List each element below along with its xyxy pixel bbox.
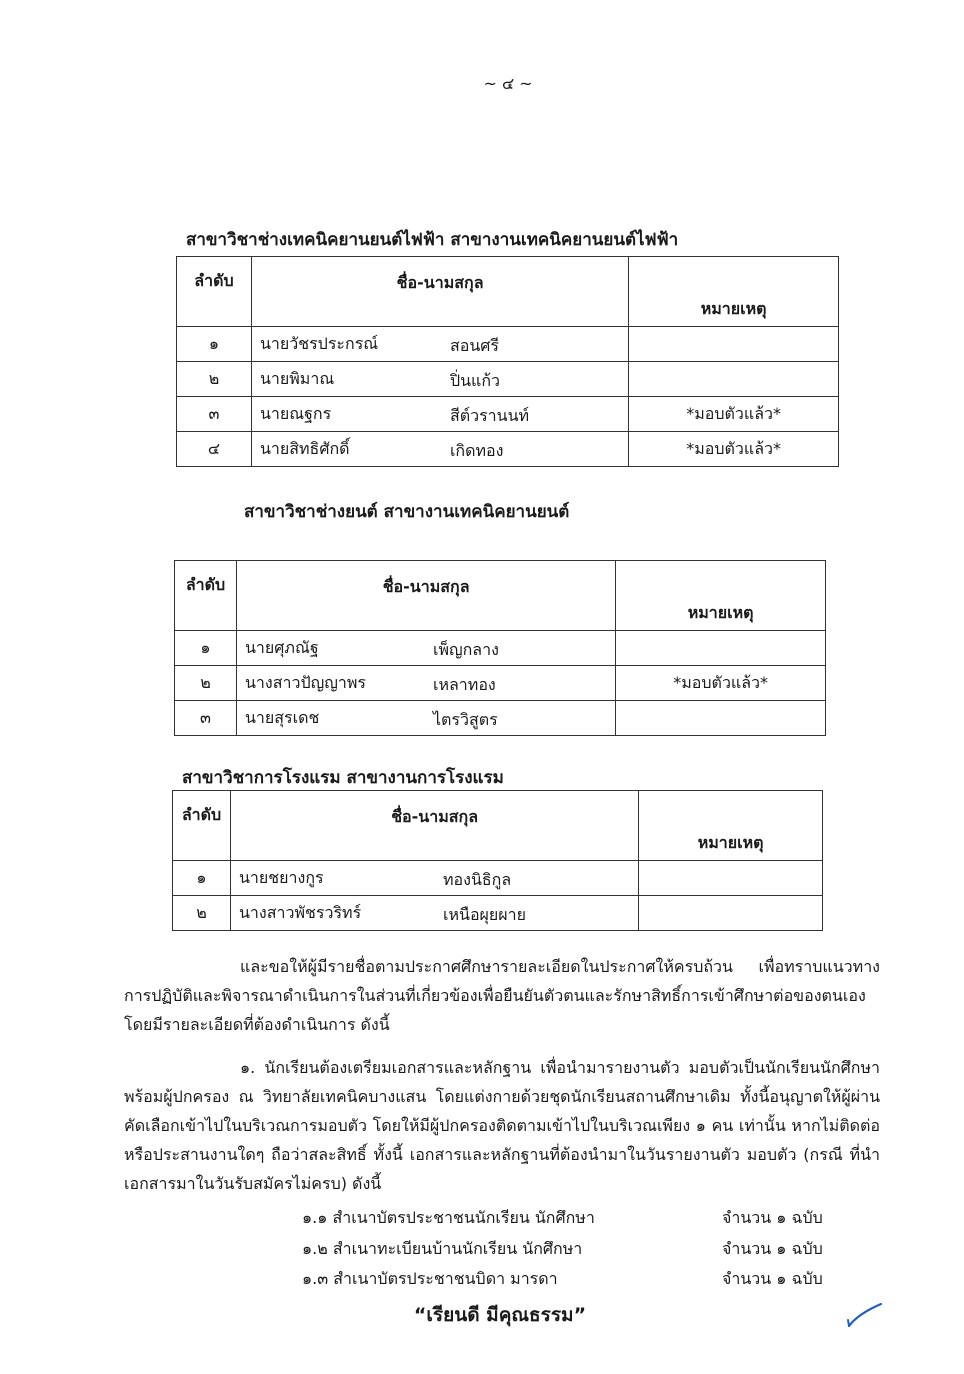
remark-cell: *มอบตัวแล้ว* [616,666,826,701]
instruction-paragraph [124,952,880,1039]
row-number: ๓ [177,397,252,432]
remark-cell: *มอบตัวแล้ว* [629,397,839,432]
document-item-label: ๑.๒ สำเนาทะเบียนบ้านนักเรียน นักศึกษา [302,1239,583,1258]
section-title-hotel: สาขาวิชาการโรงแรม สาขางานการโรงแรม [182,768,504,788]
student-name-cell [251,397,628,432]
table-row [173,896,823,931]
first-name: นางสาวปัญญาพร [244,672,366,692]
table-row [175,631,826,666]
first-name: นายพิมาณ [259,368,335,388]
document-item-label: ๑.๑ สำเนาบัตรประชาชนนักเรียน นักศึกษา [302,1208,595,1227]
student-name-cell [236,701,615,736]
table-row [175,701,826,736]
document-item-qty: จำนวน ๑ ฉบับ [722,1269,823,1288]
table-header-row [177,257,839,327]
header-name: ชื่อ-นามสกุล [236,561,615,631]
table-row [175,666,826,701]
roster-table-hotel [172,790,823,931]
last-name: ไตรวิสูตร [432,710,498,729]
header-order: ลำดับ [173,791,231,861]
page-number: ~ ๔ ~ [483,74,533,93]
table-row [177,327,839,362]
student-name-cell [251,362,628,397]
student-name-cell [251,327,628,362]
header-order: ลำดับ [177,257,252,327]
row-number: ๔ [177,432,252,467]
table-header-row [175,561,826,631]
remark-cell [616,631,826,666]
row-number: ๒ [173,896,231,931]
header-remark: หมายเหตุ [616,561,826,631]
school-motto: “เรียนดี มีคุณธรรม” [413,1304,587,1326]
section-title-ev-tech: สาขาวิชาช่างเทคนิคยานยนต์ไฟฟ้า สาขางานเทคนิคยานยนต์ไฟฟ้า [186,230,679,250]
row-number: ๓ [175,701,237,736]
last-name: ปิ่นแก้ว [449,371,501,390]
row-number: ๑ [175,631,237,666]
remark-cell [639,896,823,931]
header-name: ชื่อ-นามสกุล [251,257,628,327]
first-name: นายณฐกร [259,403,332,423]
document-item-qty: จำนวน ๑ ฉบับ [722,1239,823,1258]
remark-cell [639,861,823,896]
student-name-cell [236,666,615,701]
first-name: นายสิทธิศักดิ์ [259,438,350,458]
student-name-cell [236,631,615,666]
document-item-qty: จำนวน ๑ ฉบับ [722,1208,823,1227]
signature-mark-icon [845,1300,885,1332]
last-name: สีต์วรานนท์ [449,406,530,425]
header-remark: หมายเหตุ [639,791,823,861]
row-number: ๑ [177,327,252,362]
header-order: ลำดับ [175,561,237,631]
header-name: ชื่อ-นามสกุล [230,791,638,861]
requirement-paragraph [124,1053,880,1198]
table-row [177,362,839,397]
student-name-cell [230,861,638,896]
row-number: ๒ [175,666,237,701]
last-name: เกิดทอง [449,441,504,460]
section-title-auto-tech: สาขาวิชาช่างยนต์ สาขางานเทคนิคยานยนต์ [244,502,570,522]
document-item-label: ๑.๓ สำเนาบัตรประชาชนบิดา มารดา [302,1269,558,1288]
table-header-row [173,791,823,861]
table-row [177,397,839,432]
first-name: นายชยางกูร [238,867,324,887]
last-name: เหลาทอง [432,675,496,694]
paragraph-text: และขอให้ผู้มีรายชื่อตามประกาศศึกษารายละเอียดในประกาศให้ครบถ้วน เพื่อทราบแนวทางการปฏิบัติและพิจารณาดำเนินการในส่วนที่เกี่ยวข้องเพื่อยืนยันตัวตนและรักษาสิทธิ์การเข้าศึกษาต่อของตนเองโดยมีรายละเอียดที่ต้องดำเนินการ ดังนี้ [124,957,880,1034]
first-name: นายวัชรประกรณ์ [259,333,379,353]
first-name: นางสาวพัชรวริทร์ [238,902,362,922]
last-name: เหนือผุยผาย [442,905,527,924]
row-number: ๒ [177,362,252,397]
row-number: ๑ [173,861,231,896]
last-name: ทองนิธิกูล [442,870,512,889]
last-name: เพ็ญกลาง [432,640,499,659]
remark-cell: *มอบตัวแล้ว* [629,432,839,467]
roster-table-auto-tech [174,560,826,736]
student-name-cell [230,896,638,931]
table-row [173,861,823,896]
remark-cell [629,327,839,362]
remark-cell [629,362,839,397]
table-row [177,432,839,467]
last-name: สอนศรี [449,336,499,355]
roster-table-ev-tech [176,256,839,467]
remark-cell [616,701,826,736]
first-name: นายศุภณัฐ [244,637,319,657]
first-name: นายสุรเดช [244,707,320,727]
student-name-cell [251,432,628,467]
header-remark: หมายเหตุ [629,257,839,327]
paragraph-text: ๑. นักเรียนต้องเตรียมเอกสารและหลักฐาน เพื่อนำมารายงานตัว มอบตัวเป็นนักเรียนนักศึกษาพร้อมผู้ปกครอง ณ วิทยาลัยเทคนิคบางแสน โดยแต่งกายด้วยชุดนักเรียนสถานศึกษาเดิม ทั้งนี้อนุญาตให้ผู้ผ่านคัดเลือกเข้าไปในบริเวณการมอบตัว โดยให้มีผู้ปกครองติดตามเข้าไปในบริเวณเพียง ๑ คน เท่านั้น หากไม่ติดต่อหรือประสานงานใดๆ ถือว่าสละสิทธิ์ ทั้งนี้ เอกสารและหลักฐานที่ต้องนำมาในวันรายงานตัว มอบตัว (กรณี ที่นำเอกสารมาในวันรับสมัครไม่ครบ) ดังนี้ [124,1058,881,1193]
